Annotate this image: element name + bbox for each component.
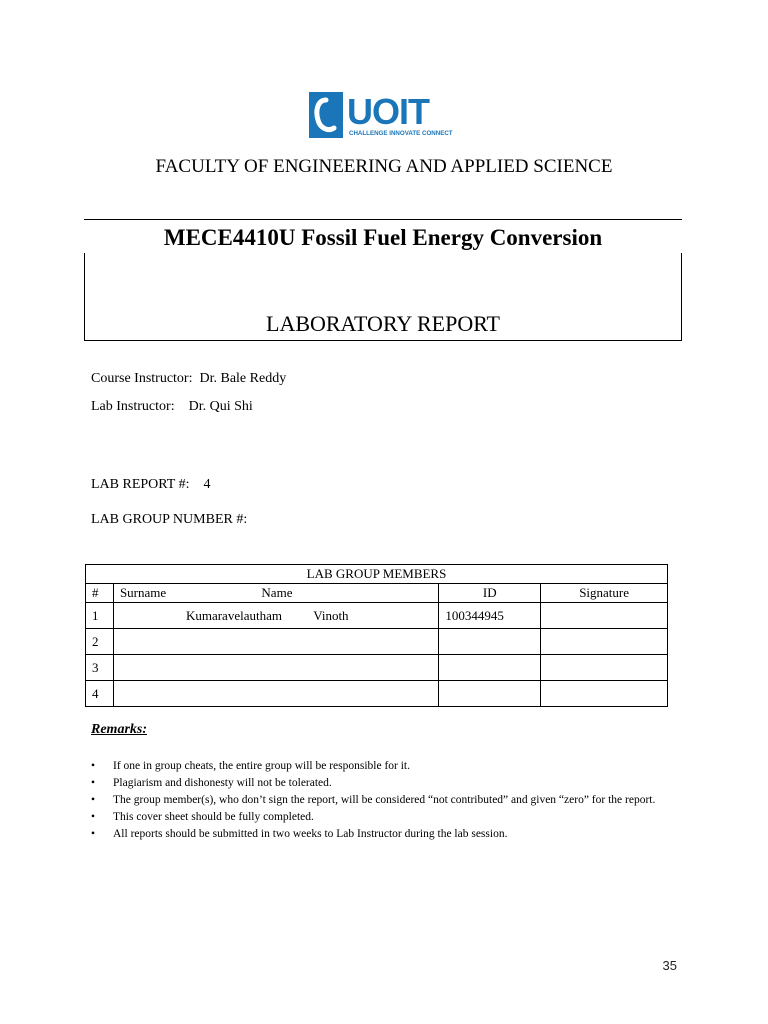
header-surname: Surname	[119, 585, 167, 600]
table-caption: LAB GROUP MEMBERS	[86, 565, 668, 584]
lab-group-label: LAB GROUP NUMBER #:	[91, 512, 248, 527]
list-item	[91, 775, 683, 792]
remark-text: This cover sheet should be fully completed.	[113, 811, 314, 823]
remark-text: Plagiarism and dishonesty will not be tolerated.	[113, 777, 332, 789]
header-surname-name	[113, 584, 438, 603]
uoit-logo-graphic	[309, 92, 461, 138]
list-item	[91, 758, 683, 775]
bullet-icon: •	[91, 794, 96, 806]
lab-instructor-label: Lab Instructor:	[91, 399, 175, 414]
course-instructor-label: Course Instructor:	[91, 371, 193, 386]
remark-text: All reports should be submitted in two weeks to Lab Instructor during the lab session.	[113, 828, 508, 840]
list-item	[91, 826, 683, 843]
row-num: 3	[86, 655, 114, 681]
lab-instructor-value: Dr. Qui Shi	[188, 399, 253, 414]
lab-report-line	[91, 476, 210, 494]
lab-group-line	[91, 511, 247, 529]
bullet-icon: •	[91, 760, 96, 772]
row-id	[439, 681, 541, 707]
header-id: ID	[439, 584, 541, 603]
course-instructor-value: Dr. Bale Reddy	[199, 371, 287, 386]
list-item	[91, 809, 683, 826]
bullet-icon: •	[91, 811, 96, 823]
row-num: 2	[86, 629, 114, 655]
table-row	[86, 655, 668, 681]
members-table	[85, 564, 668, 707]
row-name: Vinoth	[313, 607, 349, 623]
row-surname: Kumaravelautham	[185, 607, 282, 623]
table-caption-row	[86, 565, 668, 584]
header-num: #	[86, 584, 114, 603]
row-signature	[541, 681, 668, 707]
row-surname-name	[113, 655, 438, 681]
row-num: 1	[86, 603, 114, 629]
remarks-list	[91, 758, 683, 843]
row-surname-name	[113, 681, 438, 707]
header-name: Name	[261, 585, 293, 600]
uoit-logo	[309, 92, 461, 138]
report-title: LABORATORY REPORT	[266, 311, 500, 336]
row-signature	[541, 629, 668, 655]
table-row	[86, 603, 668, 629]
table-row	[86, 681, 668, 707]
row-id	[439, 629, 541, 655]
table-row	[86, 629, 668, 655]
list-item	[91, 792, 683, 809]
course-title: MECE4410U Fossil Fuel Energy Conversion	[163, 225, 603, 250]
bullet-icon: •	[91, 777, 96, 789]
row-id	[439, 655, 541, 681]
remarks-label: Remarks:	[91, 722, 147, 737]
row-surname-name	[113, 603, 438, 629]
page-number: 35	[662, 958, 677, 973]
lab-report-value: 4	[203, 477, 211, 492]
svg-text:CHALLENGE INNOVATE CONNECT: CHALLENGE INNOVATE CONNECT	[349, 130, 453, 137]
remark-text: If one in group cheats, the entire group will be responsible for it.	[113, 760, 411, 772]
bullet-icon: •	[91, 828, 96, 840]
table-header-row	[86, 584, 668, 603]
lab-report-label: LAB REPORT #:	[91, 477, 190, 492]
faculty-heading: FACULTY OF ENGINEERING AND APPLIED SCIENCE	[155, 156, 613, 177]
course-instructor-line	[91, 370, 286, 388]
svg-text:UOIT: UOIT	[347, 92, 429, 132]
row-surname-name	[113, 629, 438, 655]
remark-text: The group member(s), who don’t sign the report, will be considered “not contributed” and given “zero” for the report.	[113, 794, 656, 806]
row-num: 4	[86, 681, 114, 707]
header-signature: Signature	[541, 584, 668, 603]
row-signature	[541, 603, 668, 629]
row-signature	[541, 655, 668, 681]
title-box	[84, 219, 682, 341]
lab-instructor-line	[91, 398, 253, 416]
row-id: 100344945	[439, 603, 541, 629]
